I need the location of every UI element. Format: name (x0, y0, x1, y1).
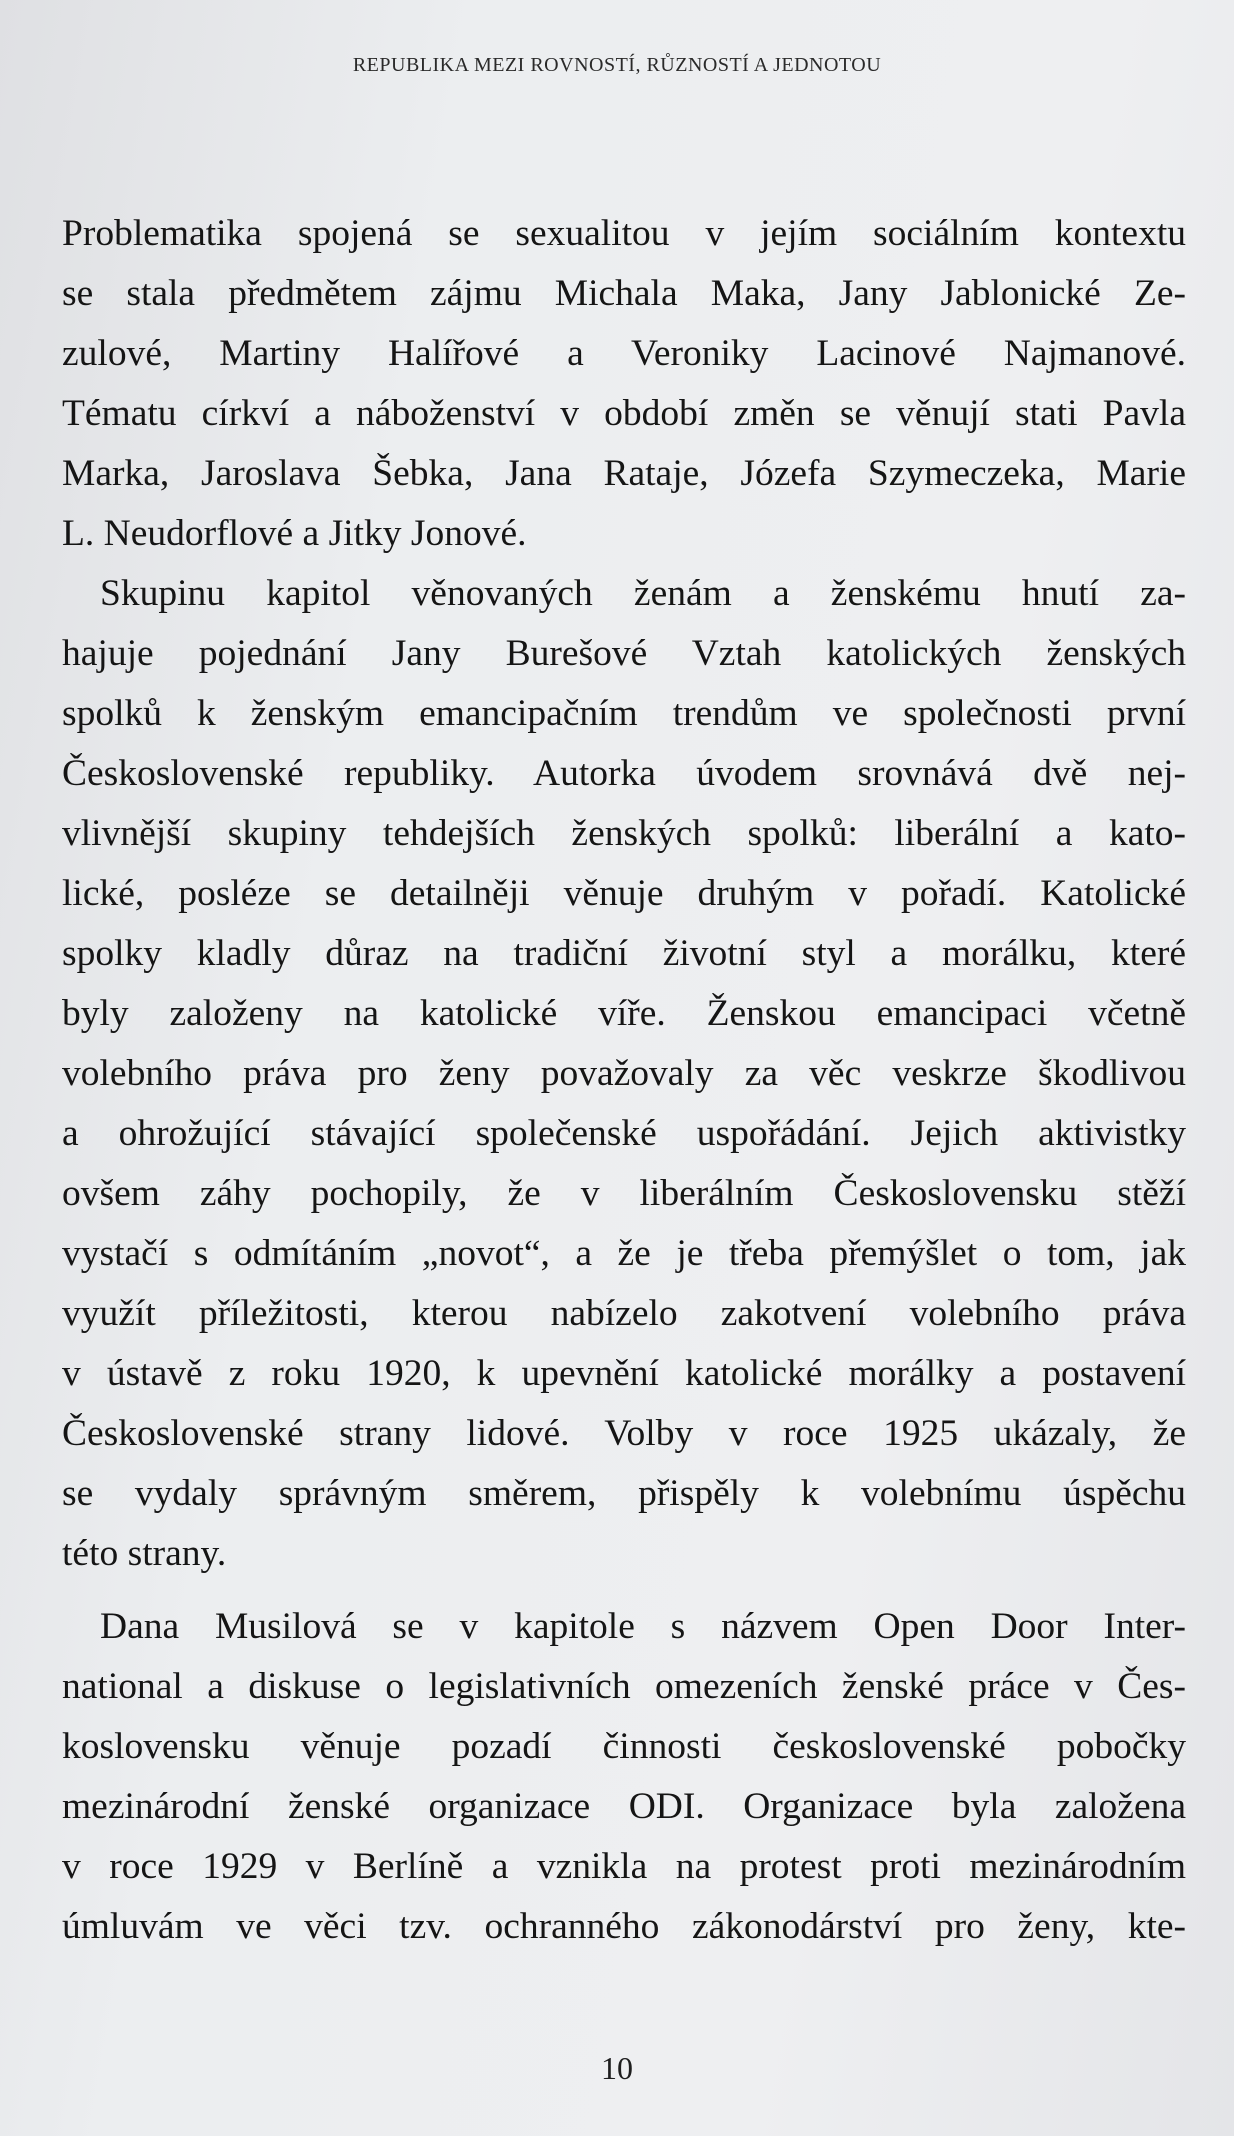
text-line: ovšem záhy pochopily, že v liberálním Československu stěží (62, 1173, 1186, 1214)
page-number: 10 (601, 2050, 633, 2086)
text-line: v roce 1929 v Berlíně a vznikla na protest proti mezinárodním (62, 1846, 1186, 1887)
text-line: spolky kladly důraz na tradiční životní styl a morálku, které (62, 933, 1186, 974)
text-line: Dana Musilová se v kapitole s názvem Open Door Inter- (100, 1606, 1186, 1647)
body-text (62, 204, 1186, 1957)
text-line: zulové, Martiny Halířové a Veroniky Lacinové Najmanové. (62, 333, 1186, 374)
text-line: Tématu církví a náboženství v období změn se věnují stati Pavla (62, 393, 1186, 434)
running-header: REPUBLIKA MEZI ROVNOSTÍ, RŮZNOSTÍ A JEDNOTOU (352, 54, 882, 76)
text-line: volebního práva pro ženy považovaly za věc veskrze škodlivou (62, 1053, 1186, 1094)
text-line: využít příležitosti, kterou nabízelo zakotvení volebního práva (62, 1293, 1186, 1334)
paragraph (62, 204, 1186, 564)
text-line: Československé republiky. Autorka úvodem srovnává dvě nej- (62, 753, 1186, 794)
text-line: vlivnější skupiny tehdejších ženských spolků: liberální a kato- (62, 813, 1186, 854)
text-line: se vydaly správným směrem, přispěly k volebnímu úspěchu (62, 1473, 1186, 1514)
text-line: national a diskuse o legislativních omezeních ženské práce v Čes- (62, 1666, 1186, 1707)
text-line: úmluvám ve věci tzv. ochranného zákonodárství pro ženy, kte- (62, 1906, 1186, 1947)
text-line: mezinárodní ženské organizace ODI. Organizace byla založena (62, 1786, 1186, 1827)
paragraph-spacing (62, 1584, 1186, 1597)
text-line: hajuje pojednání Jany Burešové Vztah katolických ženských (62, 633, 1186, 674)
text-line: Československé strany lidové. Volby v roce 1925 ukázaly, že (62, 1413, 1186, 1454)
text-line: koslovensku věnuje pozadí činnosti československé pobočky (62, 1726, 1186, 1767)
text-line: byly založeny na katolické víře. Ženskou emancipaci včetně (62, 993, 1186, 1034)
text-line: L. Neudorflové a Jitky Jonové. (62, 513, 527, 554)
paragraph (62, 1597, 1186, 1957)
text-line: a ohrožující stávající společenské uspořádání. Jejich aktivistky (62, 1113, 1186, 1154)
text-line: lické, posléze se detailněji věnuje druhým v pořadí. Katolické (62, 873, 1186, 914)
text-line: této strany. (62, 1533, 227, 1574)
text-line: Marka, Jaroslava Šebka, Jana Rataje, Józefa Szymeczeka, Marie (62, 453, 1186, 494)
text-line: se stala předmětem zájmu Michala Maka, Jany Jablonické Ze- (62, 273, 1186, 314)
text-line: vystačí s odmítáním „novot“, a že je třeba přemýšlet o tom, jak (62, 1233, 1186, 1274)
text-line: Problematika spojená se sexualitou v jejím sociálním kontextu (62, 213, 1186, 254)
paragraph (62, 564, 1186, 1584)
text-line: v ústavě z roku 1920, k upevnění katolické morálky a postavení (62, 1353, 1186, 1394)
text-line: spolků k ženským emancipačním trendům ve společnosti první (62, 693, 1186, 734)
text-line: Skupinu kapitol věnovaných ženám a ženskému hnutí za- (100, 573, 1186, 614)
